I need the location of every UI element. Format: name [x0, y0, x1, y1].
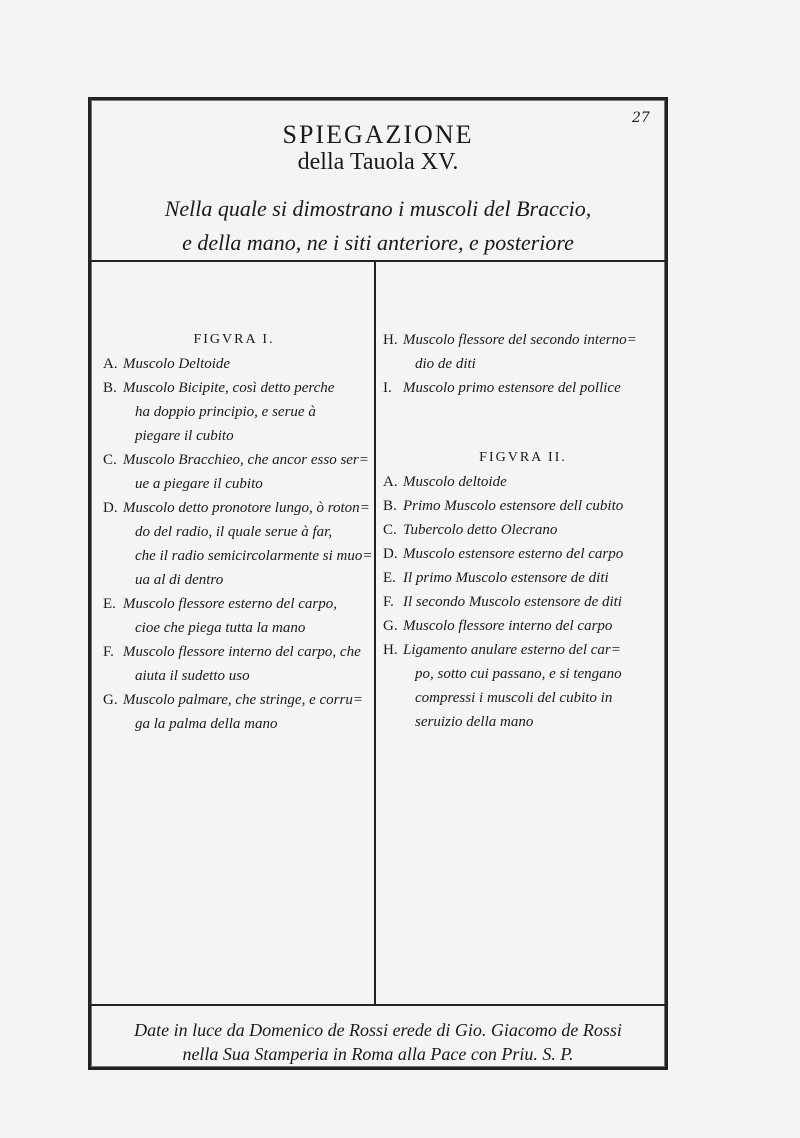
imprint-line: nella Sua Stamperia in Roma alla Pace con Priu. S. P. — [182, 1044, 574, 1064]
legend-entry-1g — [103, 688, 365, 736]
legend-entry-1d — [103, 496, 373, 592]
entry-letter: H. — [383, 642, 398, 658]
entry-text: Muscolo Bracchieo, che ancor esso ser= — [123, 452, 369, 468]
entry-letter: G. — [103, 692, 118, 708]
entry-letter: H. — [383, 332, 398, 348]
header-divider — [91, 260, 665, 262]
entry-text: Muscolo palmare, che stringe, e corru= — [123, 692, 363, 708]
figura-1-heading: FIGVRA I. — [193, 332, 275, 347]
legend-entry-2b — [383, 494, 663, 518]
entry-text: Muscolo flessore interno del carpo — [403, 618, 613, 634]
entry-letter: F. — [383, 594, 394, 610]
legend-entry-1i — [383, 376, 663, 400]
entry-letter: C. — [103, 452, 117, 468]
column-divider — [374, 262, 376, 1004]
legend-entry-1h — [383, 328, 663, 376]
footer-divider — [91, 1004, 665, 1006]
entry-text: aiuta il sudetto uso — [135, 668, 250, 684]
entry-text: Muscolo deltoide — [403, 474, 507, 490]
legend-entry-2a — [383, 470, 663, 494]
entry-text: Muscolo Bicipite, così detto perche — [123, 380, 335, 396]
entry-text: Primo Muscolo estensore dell cubito — [403, 498, 624, 514]
entry-text: cioe che piega tutta la mano — [135, 620, 306, 636]
legend-entry-2d — [383, 542, 663, 566]
entry-letter: E. — [103, 596, 116, 612]
page-number: 27 — [632, 110, 650, 126]
entry-text: ha doppio principio, e serue à — [135, 404, 316, 420]
entry-text: Muscolo Deltoide — [123, 356, 231, 372]
entry-text: dio de diti — [415, 356, 476, 372]
entry-text: Muscolo flessore interno del carpo, che — [123, 644, 361, 660]
legend-entry-1f — [103, 640, 365, 688]
entry-text: Muscolo primo estensore del pollice — [403, 380, 621, 396]
entry-letter: G. — [383, 618, 398, 634]
entry-letter: D. — [383, 546, 398, 562]
entry-letter: C. — [383, 522, 397, 538]
entry-letter: F. — [103, 644, 114, 660]
legend-entry-1a — [103, 352, 365, 376]
entry-text: Tubercolo detto Olecrano — [403, 522, 558, 538]
figura-2-heading: FIGVRA II. — [479, 450, 567, 465]
description-line: Nella quale si dimostrano i muscoli del Braccio, — [164, 196, 592, 221]
legend-entry-2e — [383, 566, 663, 590]
entry-text: po, sotto cui passano, e si tengano — [415, 666, 622, 682]
publisher-imprint — [91, 1018, 665, 1066]
entry-letter: A. — [103, 356, 118, 372]
legend-entry-2f — [383, 590, 663, 614]
legend-entry-2g — [383, 614, 663, 638]
legend-entry-1c — [103, 448, 369, 496]
right-column — [383, 328, 663, 734]
entry-text: Muscolo estensore esterno del carpo — [403, 546, 624, 562]
entry-text: Muscolo flessore esterno del carpo, — [123, 596, 337, 612]
entry-text: ue a piegare il cubito — [135, 476, 263, 492]
left-column — [103, 328, 373, 736]
entry-text: compressi i muscoli del cubito in — [415, 690, 613, 706]
legend-entry-1e — [103, 592, 365, 640]
legend-entry-2h — [383, 638, 663, 734]
entry-letter: I. — [383, 380, 392, 396]
entry-text: Muscolo detto pronotore lungo, ò roton= — [123, 500, 370, 516]
entry-text: do del radio, il quale serue à far, — [135, 524, 333, 540]
plate-title: SPIEGAZIONE — [282, 120, 474, 149]
entry-text: ga la palma della mano — [135, 716, 278, 732]
imprint-line: Date in luce da Domenico de Rossi erede di Gio. Giacomo de Rossi — [134, 1020, 622, 1040]
entry-text: ua al di dentro — [135, 572, 224, 588]
entry-letter: B. — [383, 498, 397, 514]
engraved-plate-frame — [88, 97, 668, 1070]
description-line: e della mano, ne i siti anteriore, e posteriore — [182, 230, 574, 255]
entry-text: Muscolo flessore del secondo interno= — [403, 332, 637, 348]
entry-letter: E. — [383, 570, 396, 586]
plate-subtitle: della Tauola XV. — [297, 149, 459, 175]
legend-entry-2c — [383, 518, 663, 542]
entry-text: Il primo Muscolo estensore de diti — [403, 570, 609, 586]
entry-text: Il secondo Muscolo estensore de diti — [403, 594, 622, 610]
entry-letter: D. — [103, 500, 118, 516]
entry-text: piegare il cubito — [135, 428, 234, 444]
entry-text: Ligamento anulare esterno del car= — [403, 642, 621, 658]
entry-text: che il radio semicircolarmente si muo= — [135, 548, 373, 564]
plate-description — [91, 192, 665, 260]
entry-letter: A. — [383, 474, 398, 490]
entry-letter: B. — [103, 380, 117, 396]
entry-text: seruizio della mano — [415, 714, 534, 730]
legend-entry-1b — [103, 376, 365, 448]
